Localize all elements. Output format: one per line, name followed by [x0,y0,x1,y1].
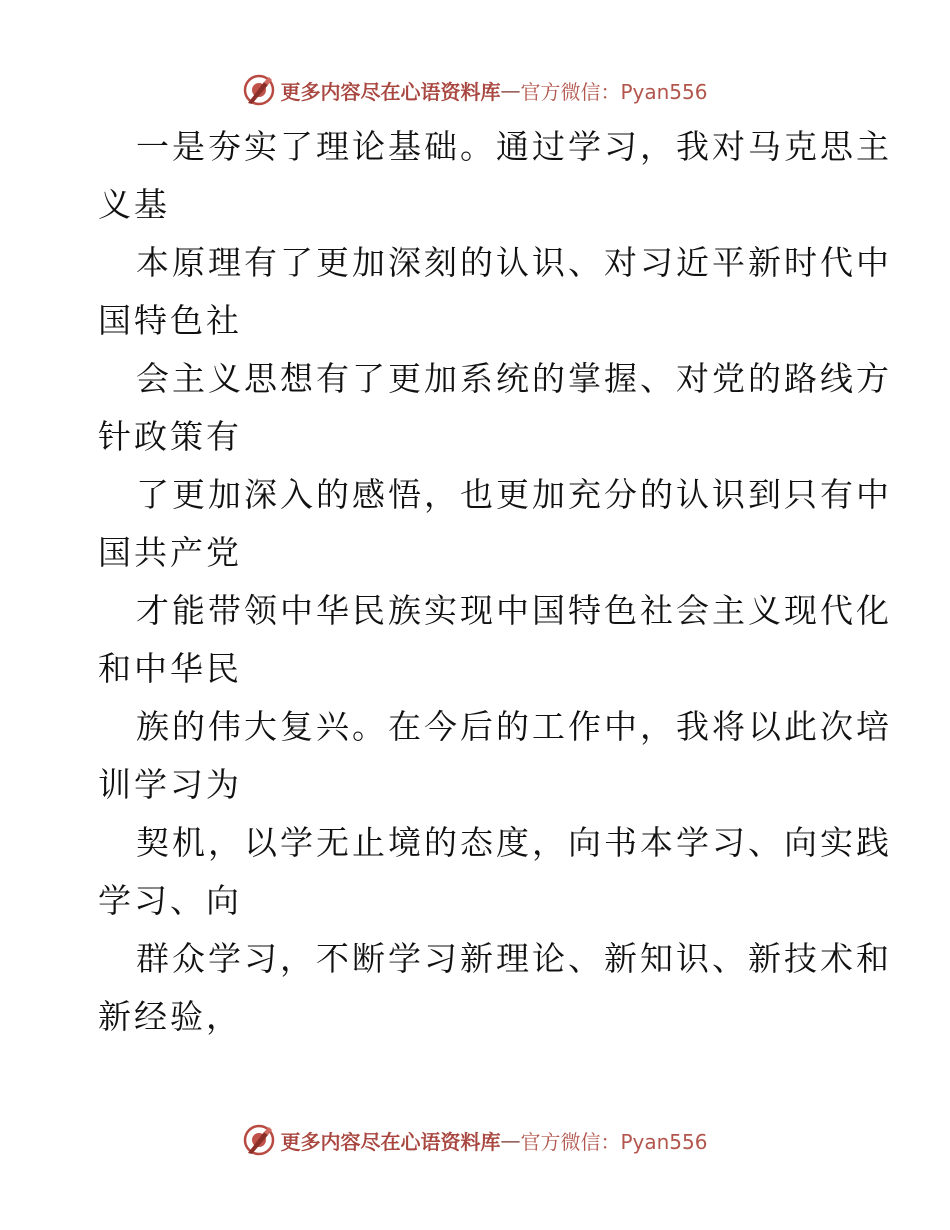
pen-logo-icon [242,1123,276,1157]
watermark-separator: — [500,78,521,102]
watermark-brand: 更多内容尽在心语资料库 [280,1129,501,1154]
watermark-brand: 更多内容尽在心语资料库 [280,79,501,104]
text-line: 新经验， [98,997,242,1036]
text-line: 契机，以学无止境的态度，向书本学习、向实践 [136,823,892,862]
text-line: 本原理有了更加深刻的认识、对习近平新时代中 [136,243,892,282]
text-line: 族的伟大复兴。在今后的工作中，我将以此次培 [136,707,892,746]
text-line: 一是夯实了理论基础。通过学习，我对马克思主 [136,127,892,166]
watermark-contact: 官方微信：Pyan556 [520,1129,708,1154]
footer-watermark [0,1120,950,1160]
text-line: 会主义思想有了更加系统的掌握、对党的路线方 [136,359,892,398]
text-line: 学习、向 [98,881,242,920]
text-line: 训学习为 [98,765,242,804]
pen-logo-icon [242,73,276,107]
document-body [98,118,892,1046]
text-line: 群众学习，不断学习新理论、新知识、新技术和 [136,939,892,978]
text-line: 义基 [98,185,170,224]
text-line: 了更加深入的感悟，也更加充分的认识到只有中 [136,475,892,514]
watermark-separator: — [500,1128,521,1152]
text-line: 针政策有 [98,417,242,456]
text-line: 才能带领中华民族实现中国特色社会主义现代化 [136,591,892,630]
text-line: 和中华民 [98,649,242,688]
text-line: 国特色社 [98,301,242,340]
watermark-contact: 官方微信：Pyan556 [520,79,708,104]
text-line: 国共产党 [98,533,242,572]
header-watermark [0,70,950,110]
